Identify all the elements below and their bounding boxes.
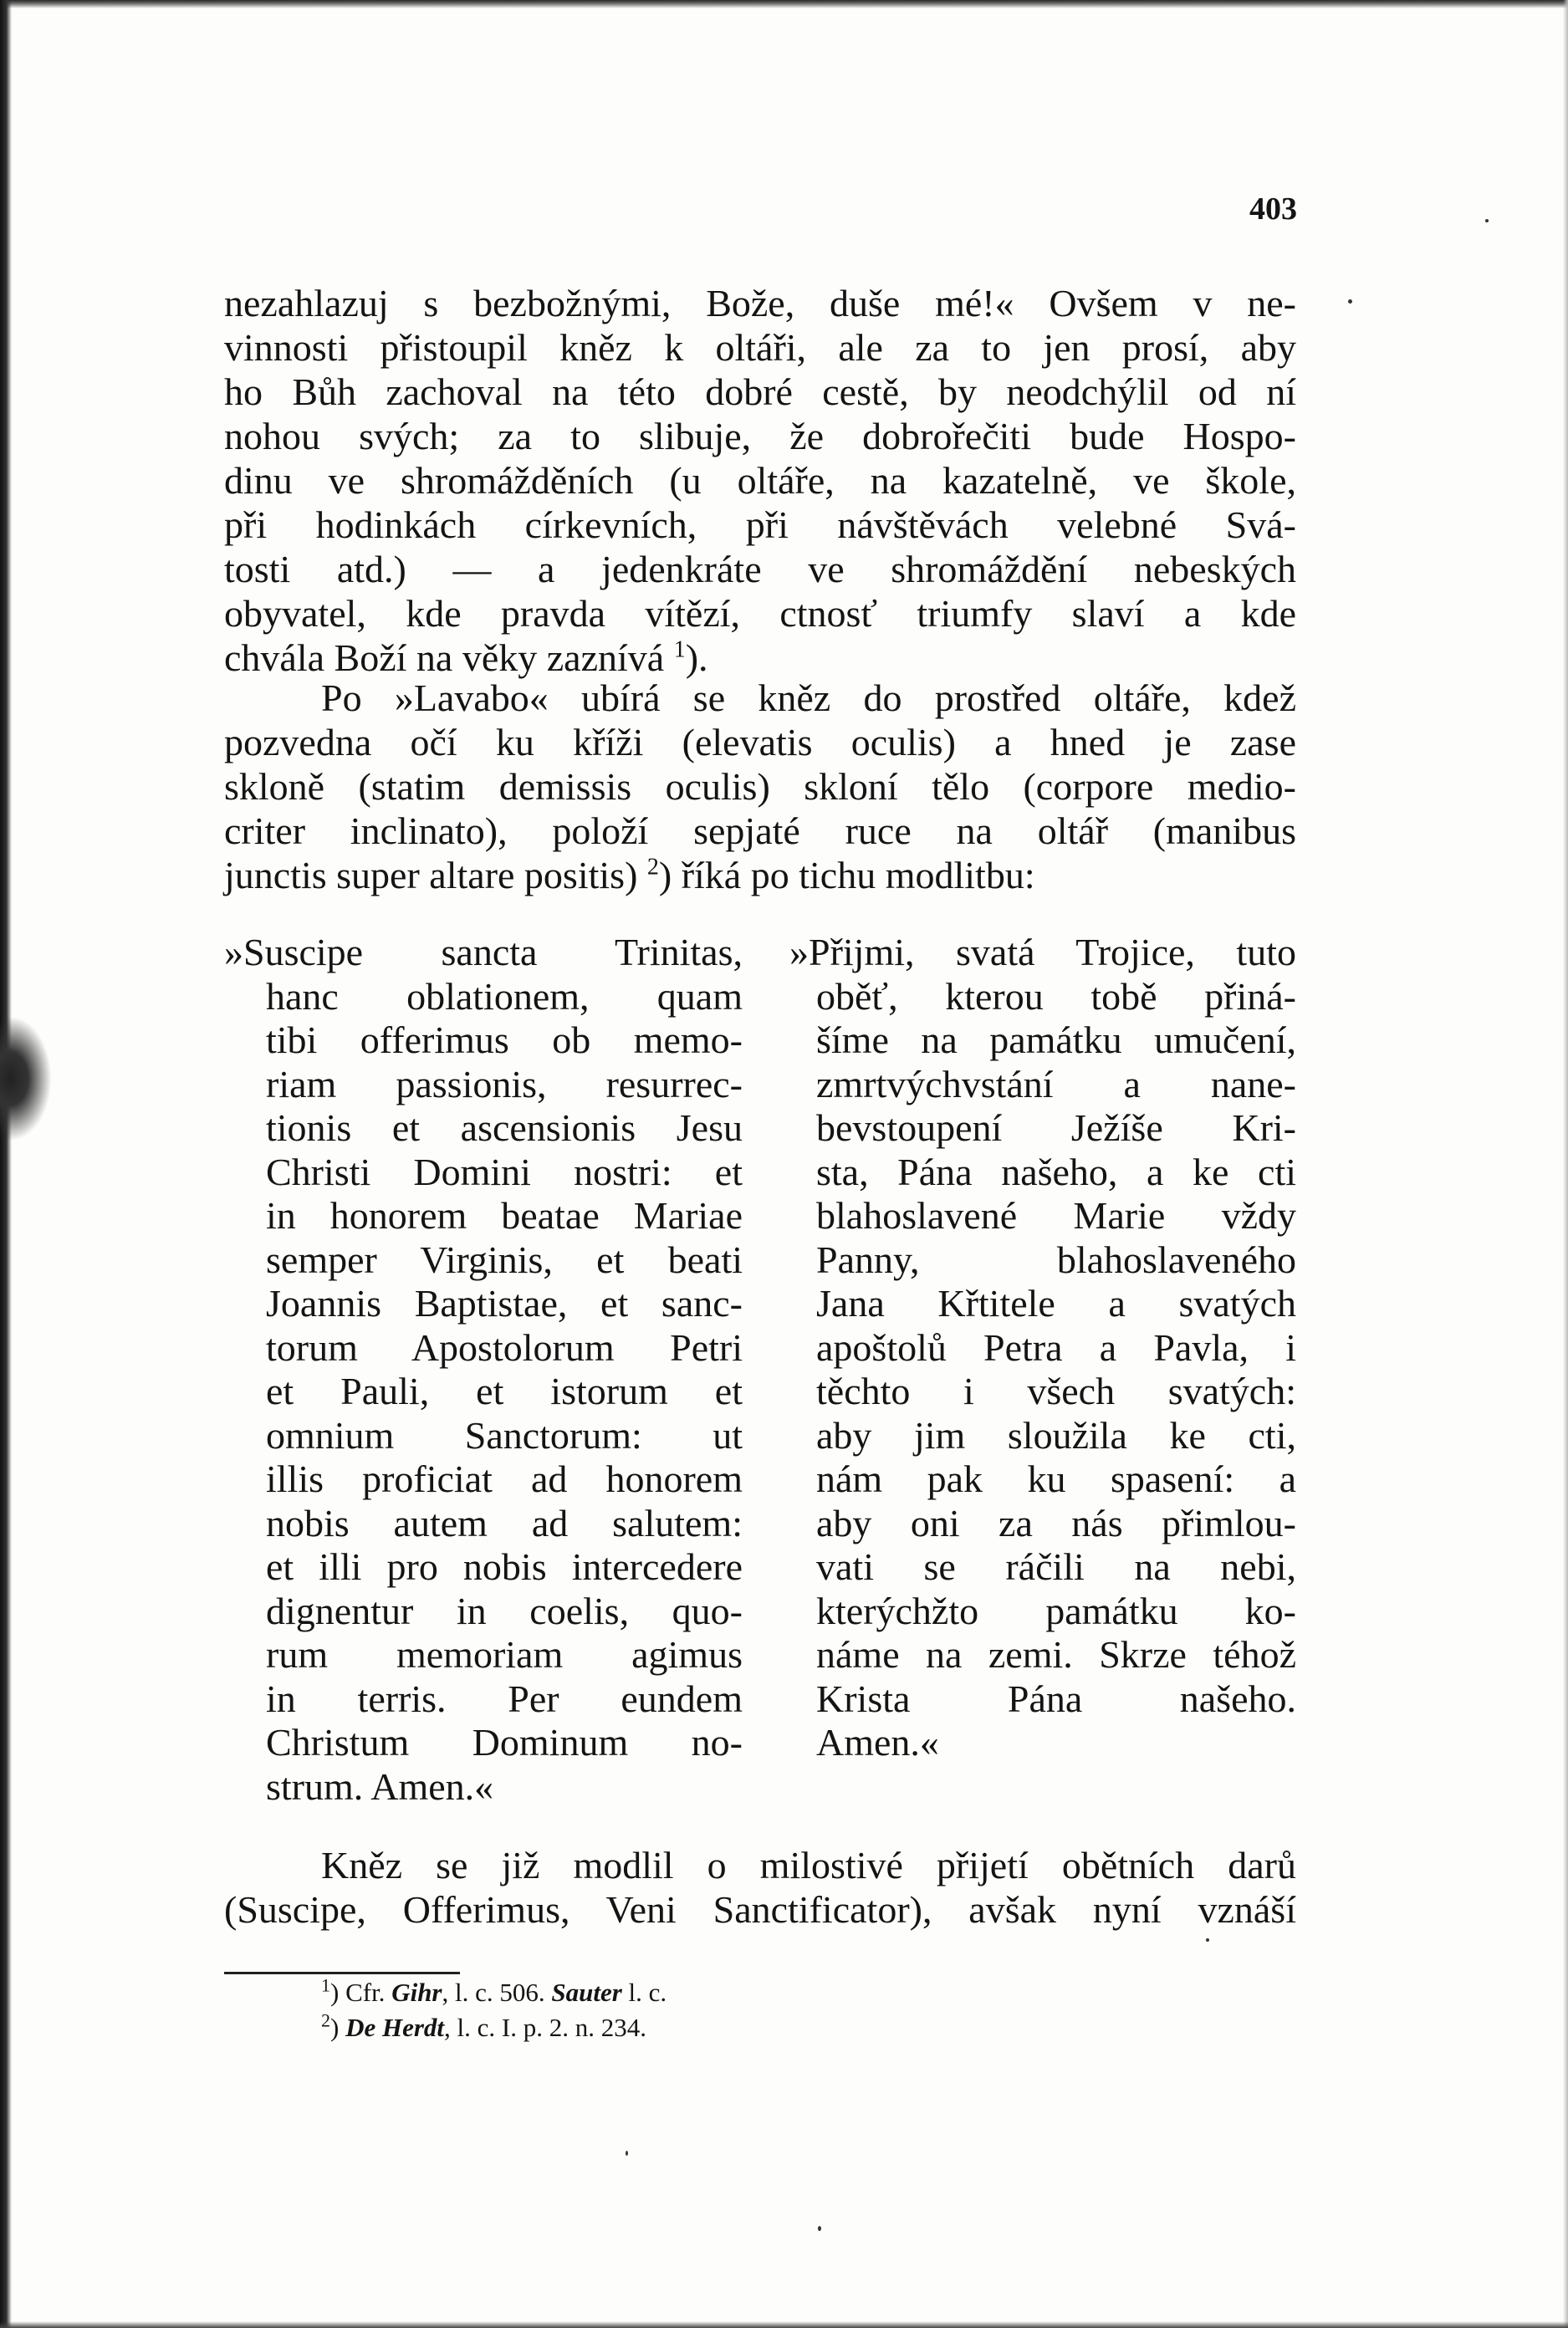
text-line: aby jim sloužila ke cti, (816, 1413, 1296, 1457)
footnote-divider (224, 1972, 460, 1974)
text-line: skloně (statim demissis oculis) skloní tělo (corpore medio- (224, 765, 1296, 808)
prayer-columns (224, 931, 1296, 1809)
text-line: nobis autem ad salutem: (266, 1501, 743, 1544)
text-line: et illi pro nobis intercedere (266, 1545, 743, 1588)
text-line: bevstoupení Ježíše Kri- (816, 1106, 1296, 1149)
footnote-1 (224, 1975, 977, 2010)
text-line: těchto i všech svatých: (816, 1370, 1296, 1412)
paragraph-1 (224, 281, 1296, 680)
text-line: criter inclinato), položí sepjaté ruce na oltář (manibus (224, 809, 1296, 852)
text-line: pozvedna očí ku kříži (elevatis oculis) a hned je zase (224, 721, 1296, 763)
text-segment: chvála Boží na věky zaznívá (224, 636, 665, 679)
scan-speck (626, 2151, 628, 2156)
paragraph-3 (224, 1843, 1296, 1932)
scan-speck (1348, 299, 1352, 304)
footnote-author: Gihr (391, 1978, 442, 2007)
text-line (224, 636, 1296, 680)
text-line: dignentur in coelis, quo- (266, 1589, 743, 1632)
scan-speck (1485, 219, 1489, 222)
text-line: blahoslavené Marie vždy (816, 1194, 1296, 1237)
text-line: strum. Amen.« (266, 1764, 494, 1808)
text-line: Kněz se již modlil o milostivé přijetí obětních darů (321, 1844, 1296, 1886)
text-line: aby oni za nás přimlou- (816, 1501, 1296, 1544)
text-line: sta, Pána našeho, a ke cti (816, 1150, 1296, 1193)
text-line: dinu ve shromážděních (u oltáře, na kazatelně, ve škole, (224, 459, 1296, 502)
text-line: »Přijmi, svatá Trojice, tuto (789, 931, 1296, 973)
text-line: vinnosti přistoupil kněz k oltáři, ale za to jen prosí, aby (224, 326, 1296, 369)
text-line: nám pak ku spasení: a (816, 1458, 1296, 1500)
footnote-text: , l. c. 506. (442, 1978, 552, 2007)
text-segment: junctis super altare positis) (224, 854, 638, 896)
text-line: et Pauli, et istorum et (266, 1370, 743, 1412)
text-line (224, 853, 1296, 897)
text-line: obyvatel, kde pravda vítězí, ctnosť triumfy slaví a kde (224, 592, 1296, 635)
footnote-author: Sauter (551, 1978, 622, 2007)
text-line: při hodinkách církevních, při návštěvách velebné Svá- (224, 503, 1296, 546)
text-segment: ) říká po tichu modlitbu: (658, 854, 1035, 896)
text-line: oběť, kterou tobě přiná- (816, 974, 1296, 1018)
text-line: hanc oblationem, quam (266, 974, 743, 1018)
text-line: nohou svých; za to slibuje, že dobrořečiti bude Hospo- (224, 415, 1296, 457)
scan-edge-top (0, 0, 1568, 8)
text-line: vati se ráčili na nebi, (816, 1545, 1296, 1588)
paragraph-2 (224, 676, 1296, 897)
scan-edge-right (1563, 0, 1568, 2328)
scan-edge-left (0, 0, 12, 2328)
text-line: illis proficiat ad honorem (266, 1458, 743, 1500)
text-line: zmrtvýchvstání a nane- (816, 1062, 1296, 1105)
text-line: riam passionis, resurrec- (266, 1062, 743, 1105)
text-line: in terris. Per eundem (266, 1677, 743, 1720)
page-number: 403 (1249, 191, 1297, 227)
scan-edge-bottom (0, 2321, 1568, 2328)
footnote-text: ) Cfr. (330, 1978, 392, 2007)
text-line: Jana Křtitele a svatých (816, 1282, 1296, 1325)
text-line: tosti atd.) — a jedenkráte ve shromáždění nebeských (224, 548, 1296, 590)
text-line: torum Apostolorum Petri (266, 1325, 743, 1369)
text-line: semper Virginis, et beati (266, 1238, 743, 1281)
scan-speck (818, 2226, 821, 2231)
latin-prayer (224, 931, 751, 1809)
text-line: nezahlazuj s bezbožnými, Bože, duše mé!« Ovšem v ne- (224, 282, 1296, 324)
text-line: Panny, blahoslaveného (816, 1238, 1296, 1281)
text-line: in honorem beatae Mariae (266, 1194, 743, 1237)
text-line: Christi Domini nostri: et (266, 1150, 743, 1193)
footnote-author: De Herdt (345, 2013, 445, 2042)
text-line: šíme na památku umučení, (816, 1018, 1296, 1061)
text-line: (Suscipe, Offerimus, Veni Sanctificator), avšak nyní vznáší (224, 1888, 1296, 1931)
text-line: kterýchžto památku ko- (816, 1589, 1296, 1632)
footnote-ref: 1 (673, 636, 686, 663)
text-line: Christum Dominum no- (266, 1721, 743, 1764)
text-line: apoštolů Petra a Pavla, i (816, 1325, 1296, 1369)
text-line: Joannis Baptistae, et sanc- (266, 1282, 743, 1325)
text-line: tibi offerimus ob memo- (266, 1018, 743, 1061)
text-line: Krista Pána našeho. (816, 1677, 1296, 1720)
czech-prayer (789, 931, 1296, 1765)
text-segment: ). (685, 636, 708, 679)
text-line: omnium Sanctorum: ut (266, 1413, 743, 1457)
footnotes (224, 1975, 977, 2045)
text-line: ho Bůh zachoval na této dobré cestě, by neodchýlil od ní (224, 370, 1296, 413)
footnote-marker: 1 (321, 1974, 330, 1996)
scan-binding-mark (0, 1016, 52, 1141)
text-line: rum memoriam agimus (266, 1633, 743, 1676)
footnote-text: ) (330, 2013, 346, 2042)
footnote-text: l. c. (621, 1978, 667, 2007)
text-line: tionis et ascensionis Jesu (266, 1106, 743, 1149)
footnote-text: , l. c. I. p. 2. n. 234. (444, 2013, 646, 2042)
footnote-2 (224, 2010, 977, 2045)
footnote-marker: 2 (321, 2009, 330, 2031)
text-line: Po »Lavabo« ubírá se kněz do prostřed oltáře, kdež (321, 676, 1296, 719)
text-line: Amen.« (816, 1721, 939, 1764)
text-line: náme na zemi. Skrze téhož (816, 1633, 1296, 1676)
text-line: »Suscipe sancta Trinitas, (224, 931, 743, 973)
footnote-ref: 2 (646, 854, 659, 881)
scan-speck (1206, 1938, 1209, 1942)
